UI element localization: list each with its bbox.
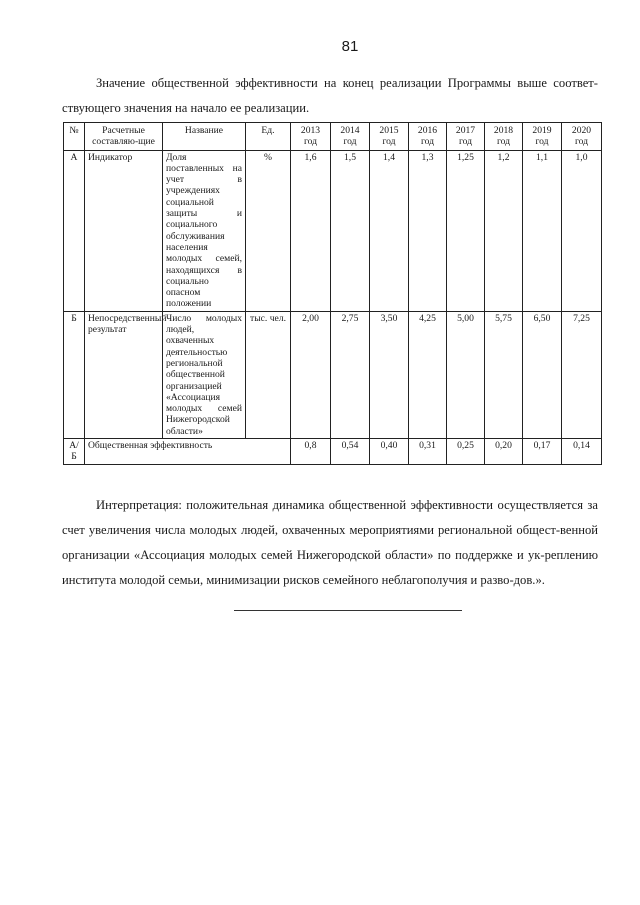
header-year: 2018 год <box>485 123 523 151</box>
efficiency-table <box>63 122 602 465</box>
row-value: 6,50 <box>523 311 562 438</box>
row-value: 0,40 <box>370 439 409 465</box>
header-name: Название <box>163 123 246 151</box>
header-year: 2013 год <box>291 123 331 151</box>
row-name: Доля поставленных на учет в учреждениях социальной защиты и социального обслуживания населения молодых семей, находящихся в социально опасном положении <box>163 150 246 311</box>
row-value: 1,3 <box>409 150 447 311</box>
row-num: А <box>64 150 85 311</box>
header-year: 2019 год <box>523 123 562 151</box>
separator-line <box>234 610 462 611</box>
row-value: 0,31 <box>409 439 447 465</box>
page-number: 81 <box>341 38 359 55</box>
header-component: Расчетные составляю-щие <box>85 123 163 151</box>
row-value: 1,0 <box>562 150 602 311</box>
header-year: 2020 год <box>562 123 602 151</box>
header-year: 2017 год <box>447 123 485 151</box>
row-value: 1,5 <box>331 150 370 311</box>
row-value: 2,75 <box>331 311 370 438</box>
row-num: А/ Б <box>64 439 85 465</box>
row-num: Б <box>64 311 85 438</box>
row-value: 0,14 <box>562 439 602 465</box>
row-value: 5,00 <box>447 311 485 438</box>
header-year: 2016 год <box>409 123 447 151</box>
row-component: Индикатор <box>85 150 163 311</box>
row-value: 1,4 <box>370 150 409 311</box>
row-value: 4,25 <box>409 311 447 438</box>
row-value: 1,2 <box>485 150 523 311</box>
row-value: 5,75 <box>485 311 523 438</box>
row-value: 1,25 <box>447 150 485 311</box>
header-year: 2014 год <box>331 123 370 151</box>
interpretation-paragraph: Интерпретация: положительная динамика общественной эффективности осуществляется за счет увеличения числа молодых людей, охваченных мероприятиями региональной общест-венной организации «Ассоциация молодых семей Нижегородской области» по поддержке и ук-реплению института молодой семьи, минимизации рисков семейного неблагополучия и разво-дов.». <box>62 497 598 587</box>
row-value: 0,8 <box>291 439 331 465</box>
row-value: 0,17 <box>523 439 562 465</box>
row-value: 7,25 <box>562 311 602 438</box>
header-num: № <box>64 123 85 151</box>
row-unit: тыс. чел. <box>246 311 291 438</box>
row-value: 3,50 <box>370 311 409 438</box>
table-row <box>64 311 602 438</box>
row-value: 2,00 <box>291 311 331 438</box>
row-value: 0,20 <box>485 439 523 465</box>
row-name: Число молодых людей, охваченных деятельностью региональной общественной организацией «Ассоциация молодых семей Нижегородской области» <box>163 311 246 438</box>
header-year: 2015 год <box>370 123 409 151</box>
row-component: Непосредственный результат <box>85 311 163 438</box>
intro-paragraph: Значение общественной эффективности на конец реализации Программы выше соответ-ствующего значения на начало ее реализации. <box>62 75 598 115</box>
row-label: Общественная эффективность <box>85 439 291 465</box>
table-header-row <box>64 123 602 151</box>
table-row <box>64 150 602 311</box>
row-value: 0,54 <box>331 439 370 465</box>
table-row <box>64 439 602 465</box>
row-unit: % <box>246 150 291 311</box>
row-value: 0,25 <box>447 439 485 465</box>
row-value: 1,1 <box>523 150 562 311</box>
header-unit: Ед. <box>246 123 291 151</box>
row-value: 1,6 <box>291 150 331 311</box>
